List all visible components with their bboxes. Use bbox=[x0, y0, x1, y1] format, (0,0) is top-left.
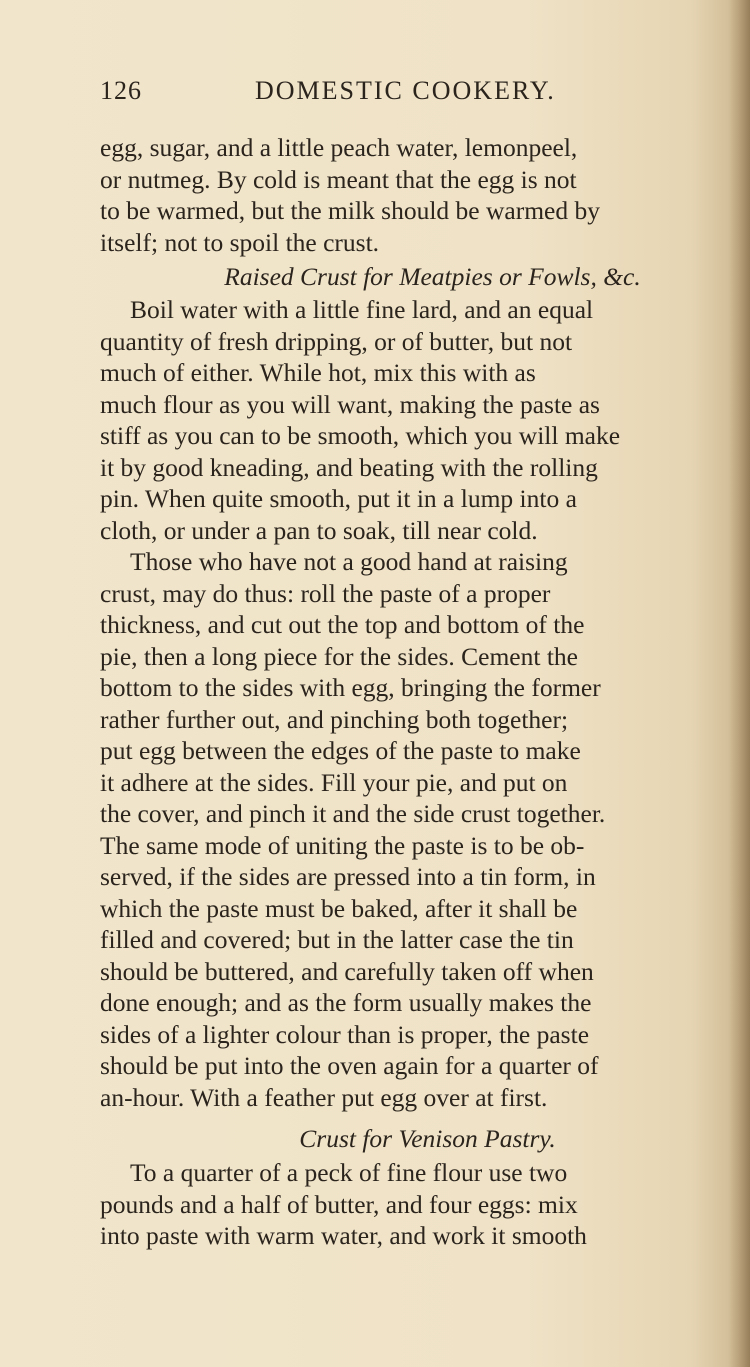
text-line: itself; not to spoil the crust. bbox=[100, 227, 380, 257]
paragraph-2 bbox=[100, 294, 725, 546]
paragraph-1 bbox=[100, 132, 725, 258]
text-line: the cover, and pinch it and the side crust together. bbox=[100, 799, 606, 828]
text-line: pounds and a half of butter, and four eggs: mix bbox=[100, 1189, 578, 1219]
text-line: To a quarter of a peck of fine flour use two bbox=[130, 1158, 568, 1187]
text-line: it adhere at the sides. Fill your pie, and put on bbox=[100, 767, 568, 797]
text-line: pin. When quite smooth, put it in a lump into a bbox=[100, 484, 577, 513]
text-line: put egg between the edges of the paste to make bbox=[100, 736, 581, 765]
text-line: much flour as you will want, making the paste as bbox=[100, 389, 600, 419]
section-heading-venison-pastry: Crust for Venison Pastry. bbox=[299, 1124, 556, 1153]
text-line: rather further out, and pinching both together; bbox=[100, 704, 569, 734]
text-line: egg, sugar, and a little peach water, lemonpeel, bbox=[100, 133, 578, 162]
text-line: bottom to the sides with egg, bringing the former bbox=[100, 673, 601, 702]
text-line: done enough; and as the form usually makes the bbox=[100, 988, 592, 1017]
text-line: stiff as you can to be smooth, which you will make bbox=[100, 421, 621, 450]
text-line: The same mode of uniting the paste is to be ob- bbox=[100, 830, 585, 860]
text-line: or nutmeg. By cold is meant that the egg is not bbox=[100, 164, 577, 194]
text-line: thickness, and cut out the top and bottom of the bbox=[100, 610, 585, 639]
paragraph-4 bbox=[100, 1157, 725, 1252]
text-line: into paste with warm water, and work it smooth bbox=[100, 1221, 587, 1250]
text-line: Those who have not a good hand at raising bbox=[130, 547, 568, 576]
text-line: which the paste must be baked, after it shall be bbox=[100, 893, 578, 923]
text-line: should be buttered, and carefully taken off when bbox=[100, 956, 594, 986]
text-line: an-hour. With a feather put egg over at first. bbox=[100, 1082, 548, 1112]
text-line: pie, then a long piece for the sides. Cement the bbox=[100, 641, 578, 671]
text-line: served, if the sides are pressed into a tin form, in bbox=[100, 862, 596, 891]
text-line: should be put into the oven again for a quarter of bbox=[100, 1051, 599, 1080]
section-heading-raised-crust: Raised Crust for Meatpies or Fowls, &c. bbox=[224, 262, 641, 291]
text-line: quantity of fresh dripping, or of butter, but not bbox=[100, 326, 573, 356]
page-text bbox=[100, 132, 725, 1252]
page-number: 126 bbox=[100, 76, 142, 105]
text-line: much of either. While hot, mix this with as bbox=[100, 358, 536, 387]
text-line: filled and covered; but in the latter case the tin bbox=[100, 925, 574, 954]
paragraph-3 bbox=[100, 546, 725, 1113]
text-line: Boil water with a little fine lard, and an equal bbox=[130, 295, 594, 324]
page-edge-shadow bbox=[728, 0, 750, 1367]
text-line: it by good kneading, and beating with the rolling bbox=[100, 452, 598, 482]
text-line: crust, may do thus: roll the paste of a proper bbox=[100, 578, 551, 608]
text-line: cloth, or under a pan to soak, till near cold. bbox=[100, 515, 538, 545]
running-title: DOMESTIC COOKERY. bbox=[255, 76, 556, 105]
text-line: sides of a lighter colour than is proper, the paste bbox=[100, 1019, 590, 1049]
text-line: to be warmed, but the milk should be warmed by bbox=[100, 196, 600, 225]
